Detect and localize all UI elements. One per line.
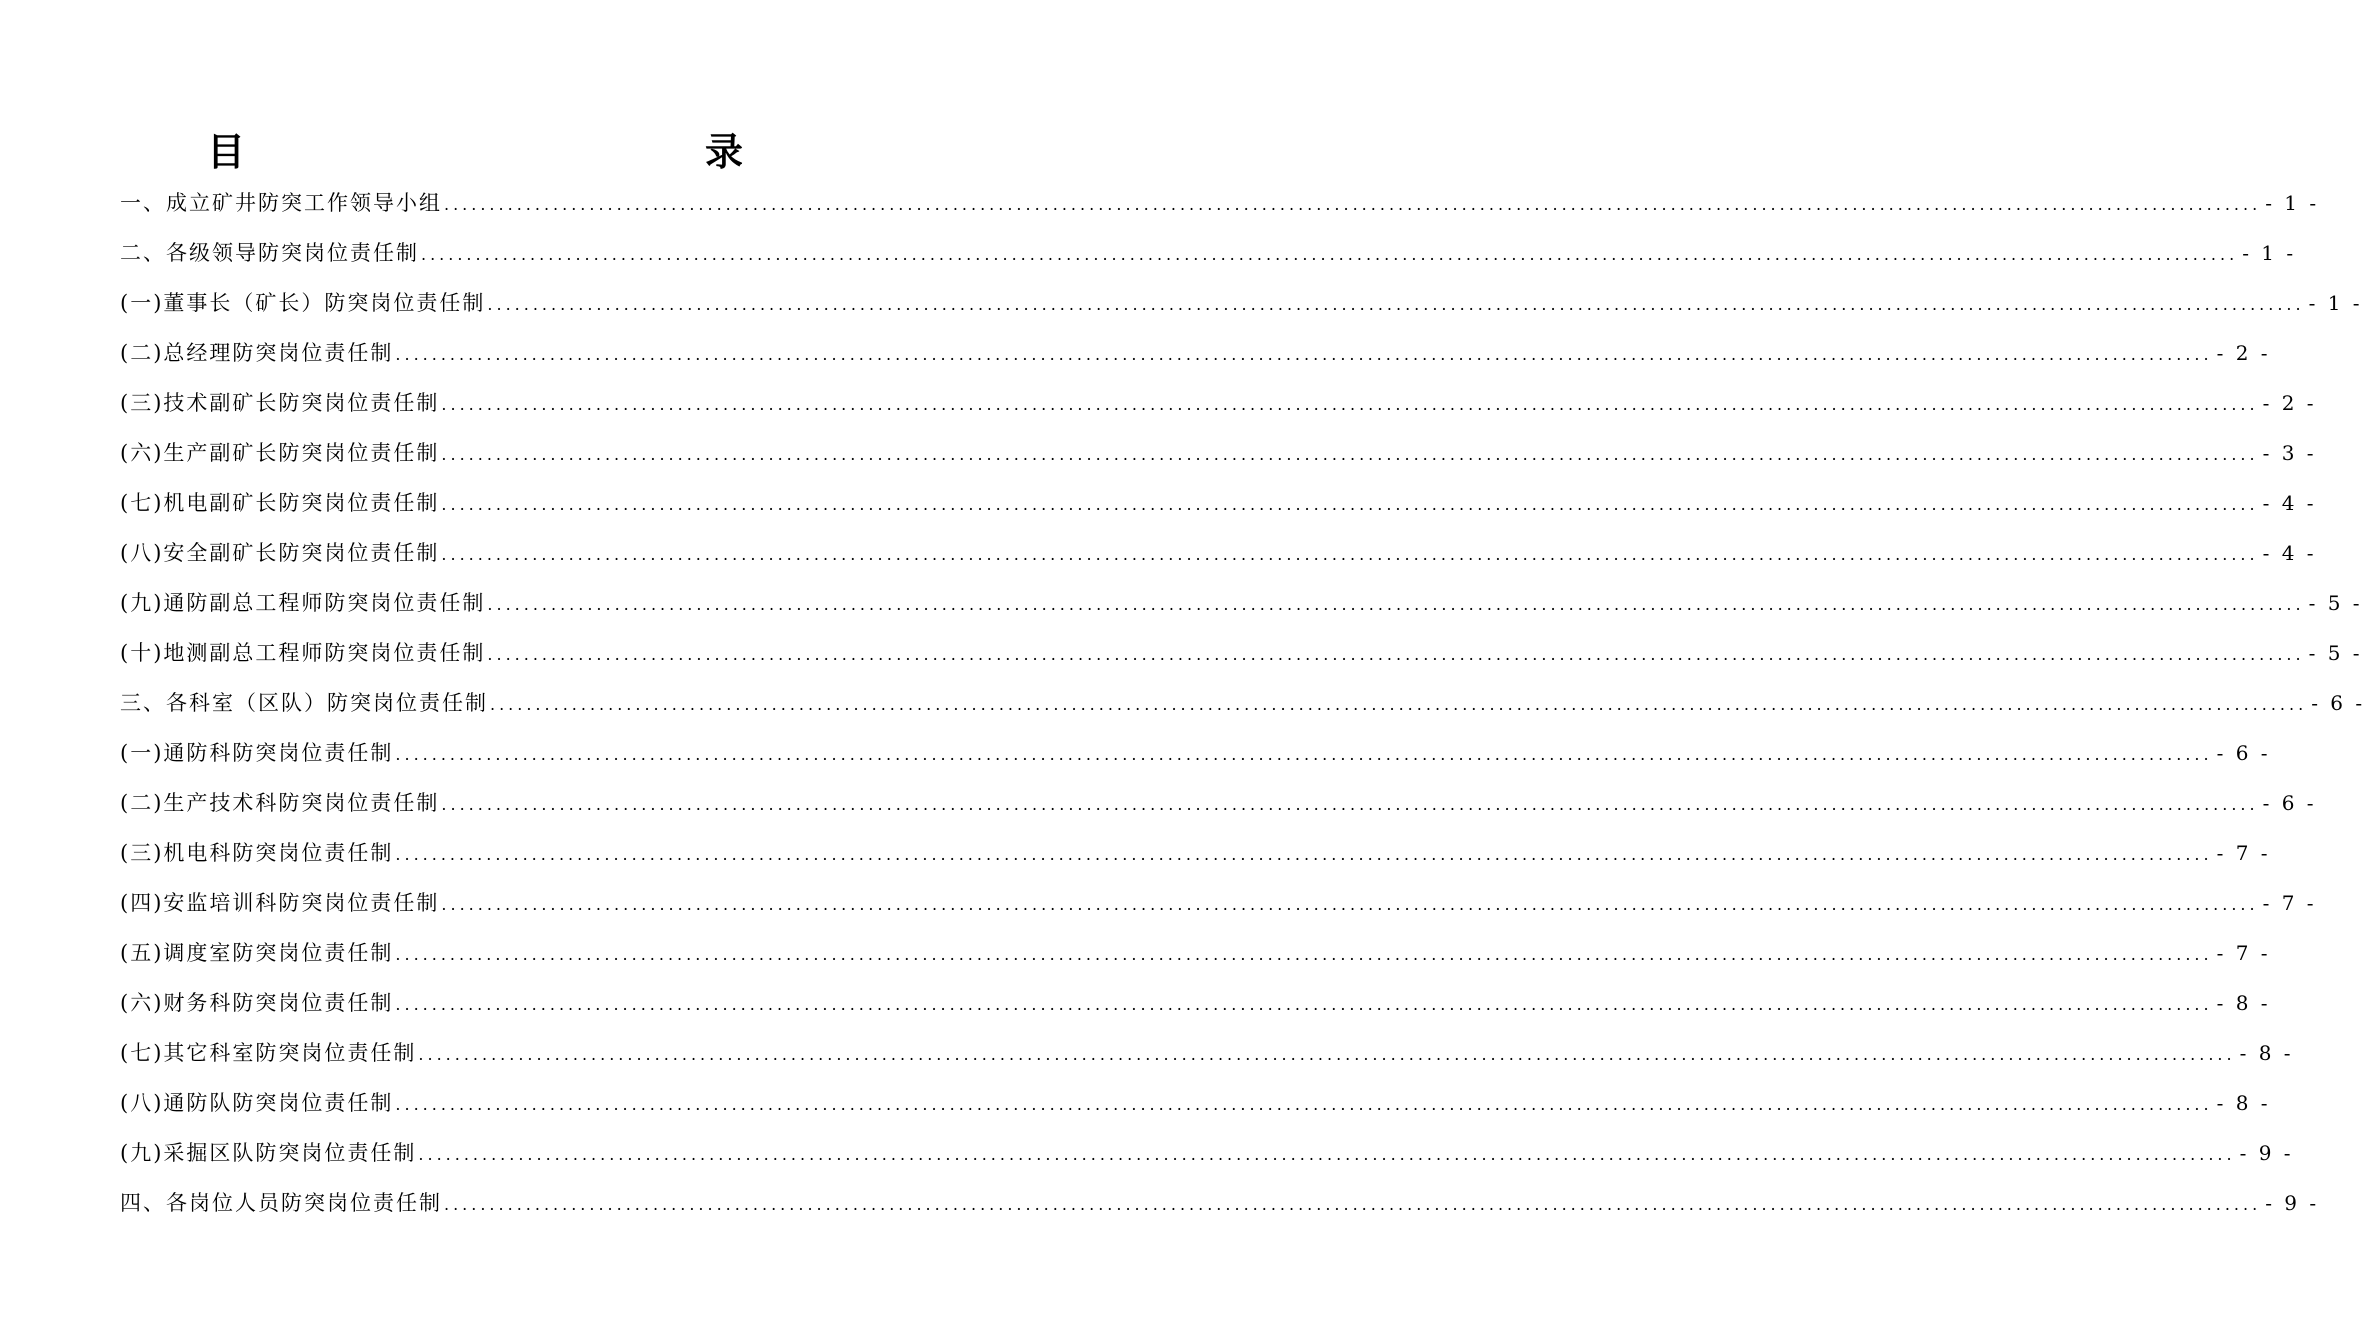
toc-leader-dots: ........................................................................................................................................................................................................ xyxy=(441,795,2259,814)
toc-leader-dots: ........................................................................................................................................................................................................ xyxy=(487,645,2305,664)
toc-entry-label: 一、成立矿井防突工作领导小组 xyxy=(120,191,442,215)
toc-entry-page-number: - 1 - xyxy=(2308,291,2363,315)
toc-entry-page-number: - 5 - xyxy=(2308,641,2363,665)
toc-entry-page-number: - 8 - xyxy=(2216,1091,2271,1115)
toc-entry-label: (二)总经理防突岗位责任制 xyxy=(120,341,394,365)
toc-entry-label: (一)董事长（矿长）防突岗位责任制 xyxy=(120,291,486,315)
toc-entry[interactable] xyxy=(120,228,2297,278)
toc-entry-label: 三、各科室（区队）防突岗位责任制 xyxy=(120,691,488,715)
toc-entry[interactable] xyxy=(120,1178,2320,1228)
toc-entry[interactable] xyxy=(120,878,2317,928)
toc-entry-page-number: - 1 - xyxy=(2242,241,2297,265)
toc-entry-page-number: - 6 - xyxy=(2311,691,2365,715)
toc-entry-label: (八)通防队防突岗位责任制 xyxy=(120,1091,394,1115)
toc-entry-label: (九)采掘区队防突岗位责任制 xyxy=(120,1141,417,1165)
toc-entry-label: (九)通防副总工程师防突岗位责任制 xyxy=(120,591,486,615)
toc-entry-page-number: - 1 - xyxy=(2265,191,2320,215)
toc-entry-label: (七)其它科室防突岗位责任制 xyxy=(120,1041,417,1065)
toc-leader-dots: ........................................................................................................................................................................................................ xyxy=(395,945,2213,964)
toc-entry[interactable] xyxy=(120,378,2317,428)
toc-entry[interactable] xyxy=(120,478,2317,528)
toc-entry-label: 二、各级领导防突岗位责任制 xyxy=(120,241,419,265)
toc-leader-dots: ........................................................................................................................................................................................................ xyxy=(395,1095,2213,1114)
toc-leader-dots: ........................................................................................................................................................................................................ xyxy=(395,345,2213,364)
toc-entry[interactable] xyxy=(120,1078,2271,1128)
toc-leader-dots: ........................................................................................................................................................................................................ xyxy=(395,995,2213,1014)
toc-entry[interactable] xyxy=(120,278,2363,328)
toc-entry[interactable] xyxy=(120,578,2363,628)
toc-entry[interactable] xyxy=(120,428,2317,478)
toc-entry-page-number: - 7 - xyxy=(2216,841,2271,865)
toc-entry-page-number: - 8 - xyxy=(2216,991,2271,1015)
toc-entry-page-number: - 9 - xyxy=(2239,1141,2294,1165)
toc-entry-page-number: - 4 - xyxy=(2262,541,2317,565)
toc-entry-label: (八)安全副矿长防突岗位责任制 xyxy=(120,541,440,565)
table-of-contents xyxy=(120,178,2365,1228)
toc-entry[interactable] xyxy=(120,628,2363,678)
toc-leader-dots: ........................................................................................................................................................................................................ xyxy=(444,195,2262,214)
toc-entry-page-number: - 6 - xyxy=(2262,791,2317,815)
toc-leader-dots: ........................................................................................................................................................................................................ xyxy=(490,695,2308,714)
toc-entry-page-number: - 4 - xyxy=(2262,491,2317,515)
toc-entry-label: (七)机电副矿长防突岗位责任制 xyxy=(120,491,440,515)
toc-leader-dots: ........................................................................................................................................................................................................ xyxy=(441,395,2259,414)
toc-leader-dots: ........................................................................................................................................................................................................ xyxy=(441,495,2259,514)
toc-entry[interactable] xyxy=(120,678,2365,728)
toc-leader-dots: ........................................................................................................................................................................................................ xyxy=(487,295,2305,314)
toc-leader-dots: ........................................................................................................................................................................................................ xyxy=(418,1145,2236,1164)
toc-entry-page-number: - 6 - xyxy=(2216,741,2271,765)
toc-entry[interactable] xyxy=(120,828,2271,878)
toc-leader-dots: ........................................................................................................................................................................................................ xyxy=(444,1195,2262,1214)
toc-leader-dots: ........................................................................................................................................................................................................ xyxy=(421,245,2239,264)
toc-entry-page-number: - 3 - xyxy=(2262,441,2317,465)
toc-entry-label: (十)地测副总工程师防突岗位责任制 xyxy=(120,641,486,665)
toc-entry-page-number: - 7 - xyxy=(2216,941,2271,965)
toc-leader-dots: ........................................................................................................................................................................................................ xyxy=(395,745,2213,764)
toc-entry-label: (二)生产技术科防突岗位责任制 xyxy=(120,791,440,815)
toc-entry[interactable] xyxy=(120,778,2317,828)
toc-entry-label: (三)机电科防突岗位责任制 xyxy=(120,841,394,865)
toc-entry-label: (五)调度室防突岗位责任制 xyxy=(120,941,394,965)
toc-entry-page-number: - 5 - xyxy=(2308,591,2363,615)
toc-entry[interactable] xyxy=(120,328,2271,378)
toc-leader-dots: ........................................................................................................................................................................................................ xyxy=(441,895,2259,914)
toc-leader-dots: ........................................................................................................................................................................................................ xyxy=(395,845,2213,864)
toc-entry[interactable] xyxy=(120,978,2271,1028)
toc-entry-page-number: - 2 - xyxy=(2262,391,2317,415)
toc-leader-dots: ........................................................................................................................................................................................................ xyxy=(487,595,2305,614)
toc-entry-label: 四、各岗位人员防突岗位责任制 xyxy=(120,1191,442,1215)
toc-entry[interactable] xyxy=(120,178,2320,228)
toc-entry[interactable] xyxy=(120,728,2271,778)
toc-entry-label: (一)通防科防突岗位责任制 xyxy=(120,741,394,765)
toc-entry-page-number: - 9 - xyxy=(2265,1191,2320,1215)
toc-entry-page-number: - 8 - xyxy=(2239,1041,2294,1065)
toc-entry-label: (六)财务科防突岗位责任制 xyxy=(120,991,394,1015)
toc-entry-label: (四)安监培训科防突岗位责任制 xyxy=(120,891,440,915)
toc-leader-dots: ........................................................................................................................................................................................................ xyxy=(441,545,2259,564)
toc-entry[interactable] xyxy=(120,1128,2294,1178)
toc-entry[interactable] xyxy=(120,1028,2294,1078)
toc-entry-page-number: - 2 - xyxy=(2216,341,2271,365)
page-title: 目 录 xyxy=(206,130,871,174)
toc-entry-label: (六)生产副矿长防突岗位责任制 xyxy=(120,441,440,465)
toc-entry-label: (三)技术副矿长防突岗位责任制 xyxy=(120,391,440,415)
toc-entry[interactable] xyxy=(120,528,2317,578)
toc-leader-dots: ........................................................................................................................................................................................................ xyxy=(441,445,2259,464)
toc-entry-page-number: - 7 - xyxy=(2262,891,2317,915)
toc-leader-dots: ........................................................................................................................................................................................................ xyxy=(418,1045,2236,1064)
toc-entry[interactable] xyxy=(120,928,2271,978)
